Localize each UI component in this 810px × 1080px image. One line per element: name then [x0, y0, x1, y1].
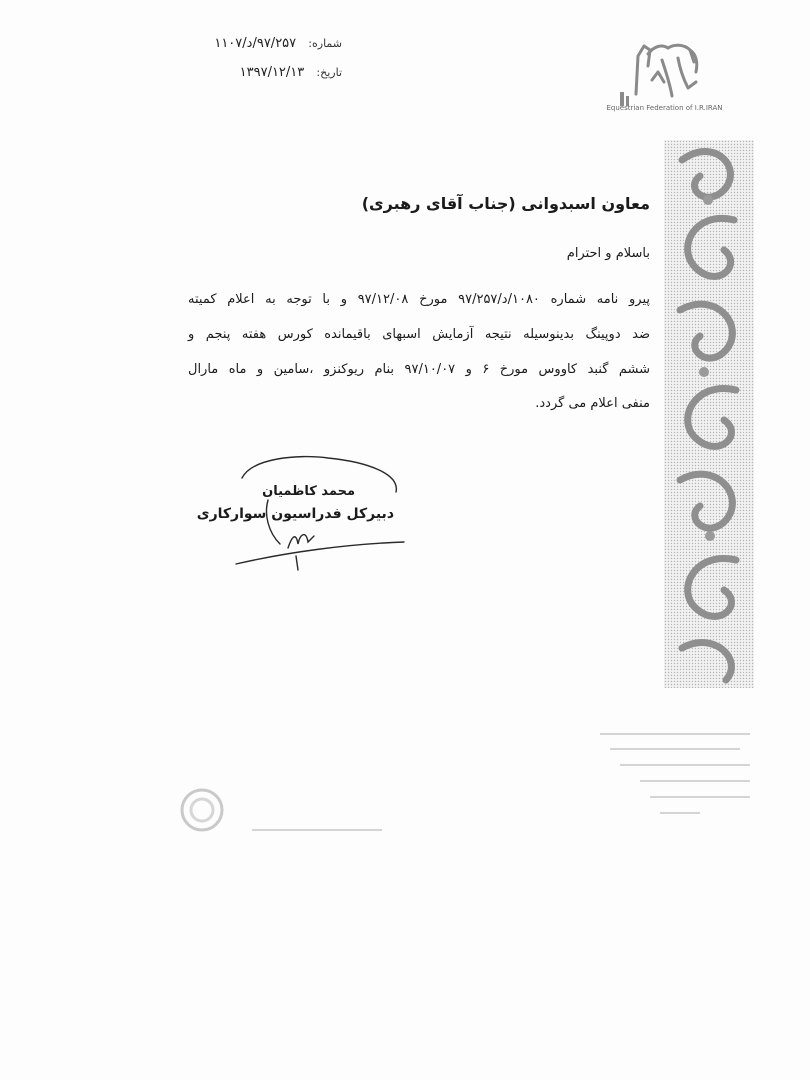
faded-footer-line [650, 796, 750, 798]
signatory-name: محمد کاظمیان [262, 484, 355, 499]
letter-recipient: معاون اسبدوانی (جناب آقای رهبری) [361, 194, 650, 213]
ornament-band-icon [664, 140, 754, 688]
letter-date-value: ۱۳۹۷/۱۲/۱۳ [239, 65, 305, 80]
letter-number-label: شماره: [308, 37, 342, 50]
faded-footer-line [640, 780, 750, 782]
body-line: پیرو نامه شماره ۱۰۸۰/د/۹۷/۲۵۷ مورخ ۹۷/۱۲/۰۸ و با توجه به اعلام کمیته [188, 292, 650, 307]
logo-caption: Equestrian Federation of I.R.IRAN [606, 104, 723, 112]
faded-footer-line [252, 829, 382, 831]
signatory-title: دبیرکل فدراسیون سوارکاری [196, 506, 394, 522]
letter-date-label: تاریخ: [316, 66, 342, 79]
faded-footer-line [610, 748, 740, 750]
faded-footer-line [600, 733, 750, 735]
letter-number-row [214, 36, 342, 51]
letter-greeting: باسلام و احترام [566, 246, 650, 261]
body-line: ششم گنبد کاووس مورخ ۶ و ۹۷/۱۰/۰۷ بنام ریوکنزو ،سامین و ماه مارال [188, 362, 651, 377]
body-line: ضد دوپینگ بدینوسیله نتیجه آزمایش اسبهای باقیمانده کورس هفته پنجم و [188, 327, 650, 342]
body-line: منفی اعلام می گردد. [535, 396, 650, 411]
faded-footer-line [620, 764, 750, 766]
faded-footer-line [660, 812, 700, 814]
letter-date-row [240, 65, 342, 80]
letter-number-value: ۹۷/۲۵۷/د/۱۱۰۷ [214, 36, 297, 51]
faded-seal-icon [178, 786, 226, 834]
